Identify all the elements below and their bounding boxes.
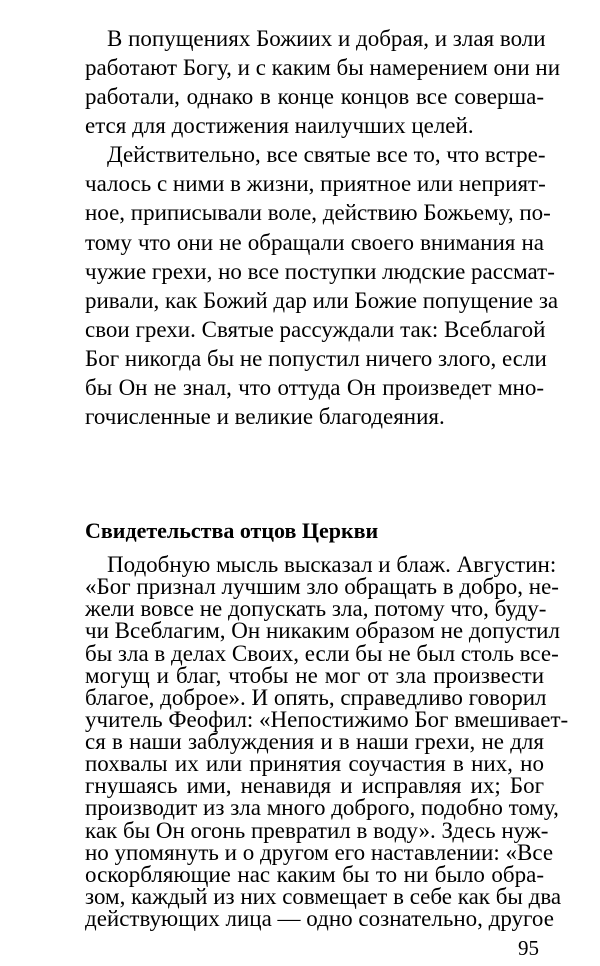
text-line: «Бог признал лучшим зло обращать в добро, не- bbox=[85, 574, 559, 599]
text-line: работают Богу, и с каким бы намерением они ни bbox=[85, 55, 561, 80]
text-line: жели вовсе не допускать зла, потому что, буду- bbox=[85, 596, 547, 621]
text-line: В попущениях Божиих и добрая, и злая воли bbox=[107, 26, 546, 51]
text-line: бы зла в делах Своих, если бы не был столь все- bbox=[85, 641, 559, 666]
text-line: Действительно, все святые все то, что встре- bbox=[107, 142, 546, 167]
text-line: бы Он не знал, что оттуда Он произведет мно- bbox=[85, 375, 544, 400]
text-line: производит из зла много доброго, подобно тому, bbox=[85, 795, 559, 820]
text-line: но упомянуть и о другом его наставлении: «Все bbox=[85, 840, 554, 865]
page-number: 95 bbox=[518, 936, 539, 960]
text-line: гочисленные и великие благодеяния. bbox=[85, 404, 445, 429]
text-line: гнушаясь ими, ненавидя и исправляя их; Бог bbox=[85, 773, 544, 798]
text-line: оскорбляющие нас каким бы то ни было обра- bbox=[85, 862, 544, 887]
text-line: зом, каждый из них совмещает в себе как бы два bbox=[85, 884, 562, 909]
text-line: как бы Он огонь превратил в воду». Здесь нуж- bbox=[85, 818, 549, 843]
text-line: ся в наши заблуждения и в наши грехи, не для bbox=[85, 729, 544, 754]
text-line: ривали, как Божий дар или Божие попущение за bbox=[85, 288, 559, 313]
text-line: учитель Феофил: «Непостижимо Бог вмешивает- bbox=[85, 707, 569, 732]
text-line: ное, приписывали воле, действию Божьему, по- bbox=[85, 200, 551, 225]
text-line: ется для достижения наилучших целей. bbox=[85, 113, 474, 138]
text-line: чалось с ними в жизни, приятное или неприят- bbox=[85, 171, 546, 196]
text-line: тому что они не обращали своего внимания на bbox=[85, 230, 544, 255]
text-line: чужие грехи, но все поступки людские рассмат- bbox=[85, 259, 555, 284]
text-line: похвалы их или принятия соучастия в них, но bbox=[85, 751, 544, 776]
text-line: могущ и благ, чтобы не мог от зла произвести bbox=[85, 663, 544, 688]
text-line: работали, однако в конце концов все соверша- bbox=[85, 84, 544, 109]
text-line: действующих лица — одно сознательно, другое bbox=[85, 906, 554, 931]
text-line: Подобную мысль высказал и блаж. Августин: bbox=[107, 552, 557, 577]
text-line: Бог никогда бы не попустил ничего злого, если bbox=[85, 346, 547, 371]
text-line: свои грехи. Святые рассуждали так: Всеблагой bbox=[85, 317, 546, 342]
text-line: чи Всеблагим, Он никаким образом не допустил bbox=[85, 618, 560, 643]
section-heading: Свидетельства отцов Церкви bbox=[85, 518, 379, 543]
text-line: благое, доброе». И опять, справедливо говорил bbox=[85, 685, 547, 710]
